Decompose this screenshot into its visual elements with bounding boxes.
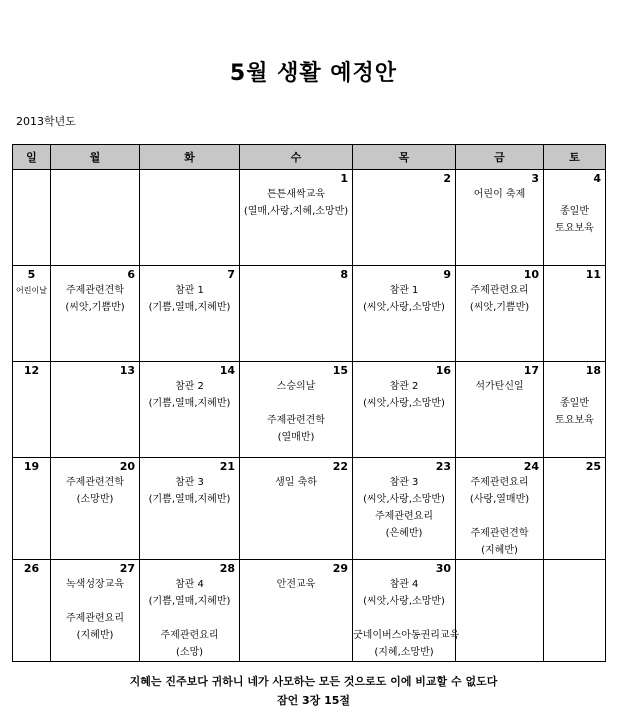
day-cell: [353, 266, 456, 362]
weekday-header: 월: [51, 145, 140, 170]
day-events: [51, 266, 139, 316]
day-events: [140, 560, 239, 661]
day-number: 23: [435, 460, 451, 473]
day-events: [353, 266, 455, 316]
day-number: 22: [332, 460, 348, 473]
weekday-header: 수: [240, 145, 353, 170]
event-line: 주제관련요리: [375, 511, 433, 522]
day-events: [140, 170, 239, 186]
day-cell: [140, 458, 240, 560]
day-number: 15: [332, 364, 348, 377]
day-events: [544, 560, 605, 576]
event-line: [140, 610, 239, 627]
event-line: 참관 1: [175, 285, 204, 296]
event-line: 종일반: [560, 206, 589, 217]
event-line: 안전교육: [276, 579, 316, 590]
event-line: 참관 1: [389, 285, 419, 296]
day-number: 26: [23, 562, 40, 575]
day-cell: [544, 266, 606, 362]
event-line: 주제관련견학: [267, 415, 325, 426]
event-line: 주제관련요리: [66, 613, 124, 624]
day-number: 28: [219, 562, 235, 575]
day-number: 8: [340, 268, 348, 281]
day-cell: [544, 458, 606, 560]
event-line: 어린이 축제: [473, 189, 526, 200]
week-row: [13, 266, 606, 362]
day-events: [456, 560, 543, 576]
day-cell: [456, 362, 544, 458]
event-line: 종일반: [560, 398, 589, 409]
day-events: [456, 458, 543, 559]
event-line: (기쁨,열매,지혜반): [148, 494, 231, 505]
day-events: [353, 560, 460, 661]
event-line: 참관 4: [389, 579, 419, 590]
event-line: [456, 508, 543, 525]
weekday-header: 토: [544, 145, 606, 170]
day-number: 5: [27, 268, 36, 281]
day-cell: [456, 170, 544, 266]
day-number: 27: [119, 562, 135, 575]
day-number: 2: [443, 172, 451, 185]
day-cell: [240, 362, 353, 458]
day-cell: [456, 560, 544, 662]
event-line: (사랑,열매반): [469, 494, 530, 505]
day-cell: [353, 458, 456, 560]
day-events: [456, 170, 543, 203]
day-cell: [51, 362, 140, 458]
day-number: 16: [435, 364, 451, 377]
event-line: 참관 3: [175, 477, 204, 488]
event-line: (기쁨,열매,지혜반): [148, 398, 231, 409]
event-line: 토요보육: [555, 415, 594, 426]
day-number: 18: [585, 364, 601, 377]
day-number: 6: [127, 268, 135, 281]
event-line: [51, 593, 139, 610]
event-line: 주제관련견학: [66, 285, 124, 296]
event-line: 주제관련견학: [470, 528, 529, 539]
day-cell: [13, 560, 51, 662]
event-line: 주제관련요리: [470, 477, 529, 488]
day-events: [240, 266, 352, 282]
day-events: [140, 266, 239, 316]
day-number: 3: [531, 172, 539, 185]
event-line: 참관 4: [175, 579, 204, 590]
event-line: (지혜,소망반): [374, 647, 434, 658]
calendar-table: [12, 144, 606, 662]
event-line: (은혜반): [385, 528, 423, 539]
day-cell: [240, 560, 353, 662]
footer-reference: 잠언 3장 15절: [276, 694, 351, 707]
event-line: [544, 186, 605, 203]
day-cell: [51, 266, 140, 362]
day-number: 12: [23, 364, 40, 377]
event-line: (기쁨,열매,지혜반): [148, 596, 231, 607]
event-line: (지혜반): [481, 545, 518, 556]
day-cell: [140, 560, 240, 662]
day-number: 1: [340, 172, 348, 185]
day-cell: [51, 170, 140, 266]
event-line: (씨앗,사랑,소망반): [363, 494, 445, 505]
event-line: 토요보육: [555, 223, 594, 234]
day-number: 9: [443, 268, 451, 281]
event-line: 튼튼새싹교육: [267, 189, 325, 200]
event-line: (씨앗,사랑,소망반): [363, 302, 445, 313]
day-events: [353, 170, 455, 186]
page-title: 5월 생활 예정안: [229, 61, 398, 86]
event-line: [240, 395, 352, 412]
event-line: (씨앗,사랑,소망반): [363, 596, 445, 607]
day-cell: [353, 560, 460, 662]
week-row: [13, 560, 606, 662]
event-line: 스승의날: [276, 381, 316, 392]
day-number: 11: [585, 268, 601, 281]
weekday-header-row: [13, 145, 606, 170]
day-cell: [51, 458, 140, 560]
event-line: [544, 378, 605, 395]
event-line: [353, 610, 455, 627]
event-line: 석가탄신일: [475, 381, 524, 392]
week-row: [13, 458, 606, 560]
day-cell: [544, 170, 606, 266]
day-cell: [353, 170, 456, 266]
day-number: 14: [219, 364, 235, 377]
event-line: (지혜반): [76, 630, 114, 641]
event-line: (씨앗,사랑,소망반): [363, 398, 445, 409]
event-line: 녹색성장교육: [66, 579, 124, 590]
school-year: 2013학년도: [16, 115, 76, 128]
day-cell: [140, 266, 240, 362]
day-cell: [456, 458, 544, 560]
event-line: 생일 축하: [275, 477, 317, 488]
day-number: 20: [119, 460, 135, 473]
day-number: 7: [227, 268, 235, 281]
day-events: [13, 170, 50, 186]
day-number: 25: [585, 460, 601, 473]
event-line: (열매반): [277, 432, 315, 443]
day-events: [51, 170, 139, 186]
event-line: 참관 2: [175, 381, 204, 392]
weekday-header: 금: [456, 145, 544, 170]
day-number: 19: [23, 460, 40, 473]
day-cell: [13, 458, 51, 560]
day-number: 13: [119, 364, 135, 377]
event-line: 주제관련견학: [66, 477, 124, 488]
event-line: (씨앗,기쁨반): [65, 302, 125, 313]
day-number: 21: [219, 460, 235, 473]
day-cell: [353, 362, 456, 458]
event-line: 참관 2: [389, 381, 419, 392]
day-events: [240, 170, 352, 220]
event-line: (씨앗,기쁨반): [469, 302, 530, 313]
event-line: 어린이날: [16, 286, 47, 295]
weekday-header: 목: [353, 145, 456, 170]
footer-verse: 지혜는 진주보다 귀하니 네가 사모하는 모든 것으로도 이에 비교할 수 없도다: [129, 675, 498, 688]
day-cell: [13, 266, 51, 362]
event-line: (소망): [175, 647, 204, 658]
week-row: [13, 170, 606, 266]
day-cell: [240, 266, 353, 362]
event-line: 주제관련요리: [160, 630, 219, 641]
day-cell: [13, 362, 51, 458]
day-cell: [51, 560, 140, 662]
day-cell: [240, 170, 353, 266]
day-number: 10: [523, 268, 539, 281]
event-line: 참관 3: [389, 477, 419, 488]
day-number: 29: [332, 562, 348, 575]
weekday-header: 일: [13, 145, 51, 170]
day-cell: [140, 170, 240, 266]
day-number: 4: [593, 172, 601, 185]
event-line: (기쁨,열매,지혜반): [148, 302, 231, 313]
day-cell: [544, 362, 606, 458]
day-number: 30: [435, 562, 451, 575]
event-line: (소망반): [76, 494, 114, 505]
week-row: [13, 362, 606, 458]
day-cell: [544, 560, 606, 662]
event-line: (열매,사랑,지혜,소망반): [243, 206, 349, 217]
event-line: 주제관련요리: [470, 285, 529, 296]
event-line: 굿네이버스아동권리교육: [353, 630, 460, 641]
day-cell: [456, 266, 544, 362]
day-number: 24: [523, 460, 539, 473]
day-cell: [140, 362, 240, 458]
day-cell: [240, 458, 353, 560]
day-number: 17: [523, 364, 539, 377]
weekday-header: 화: [140, 145, 240, 170]
day-cell: [13, 170, 51, 266]
